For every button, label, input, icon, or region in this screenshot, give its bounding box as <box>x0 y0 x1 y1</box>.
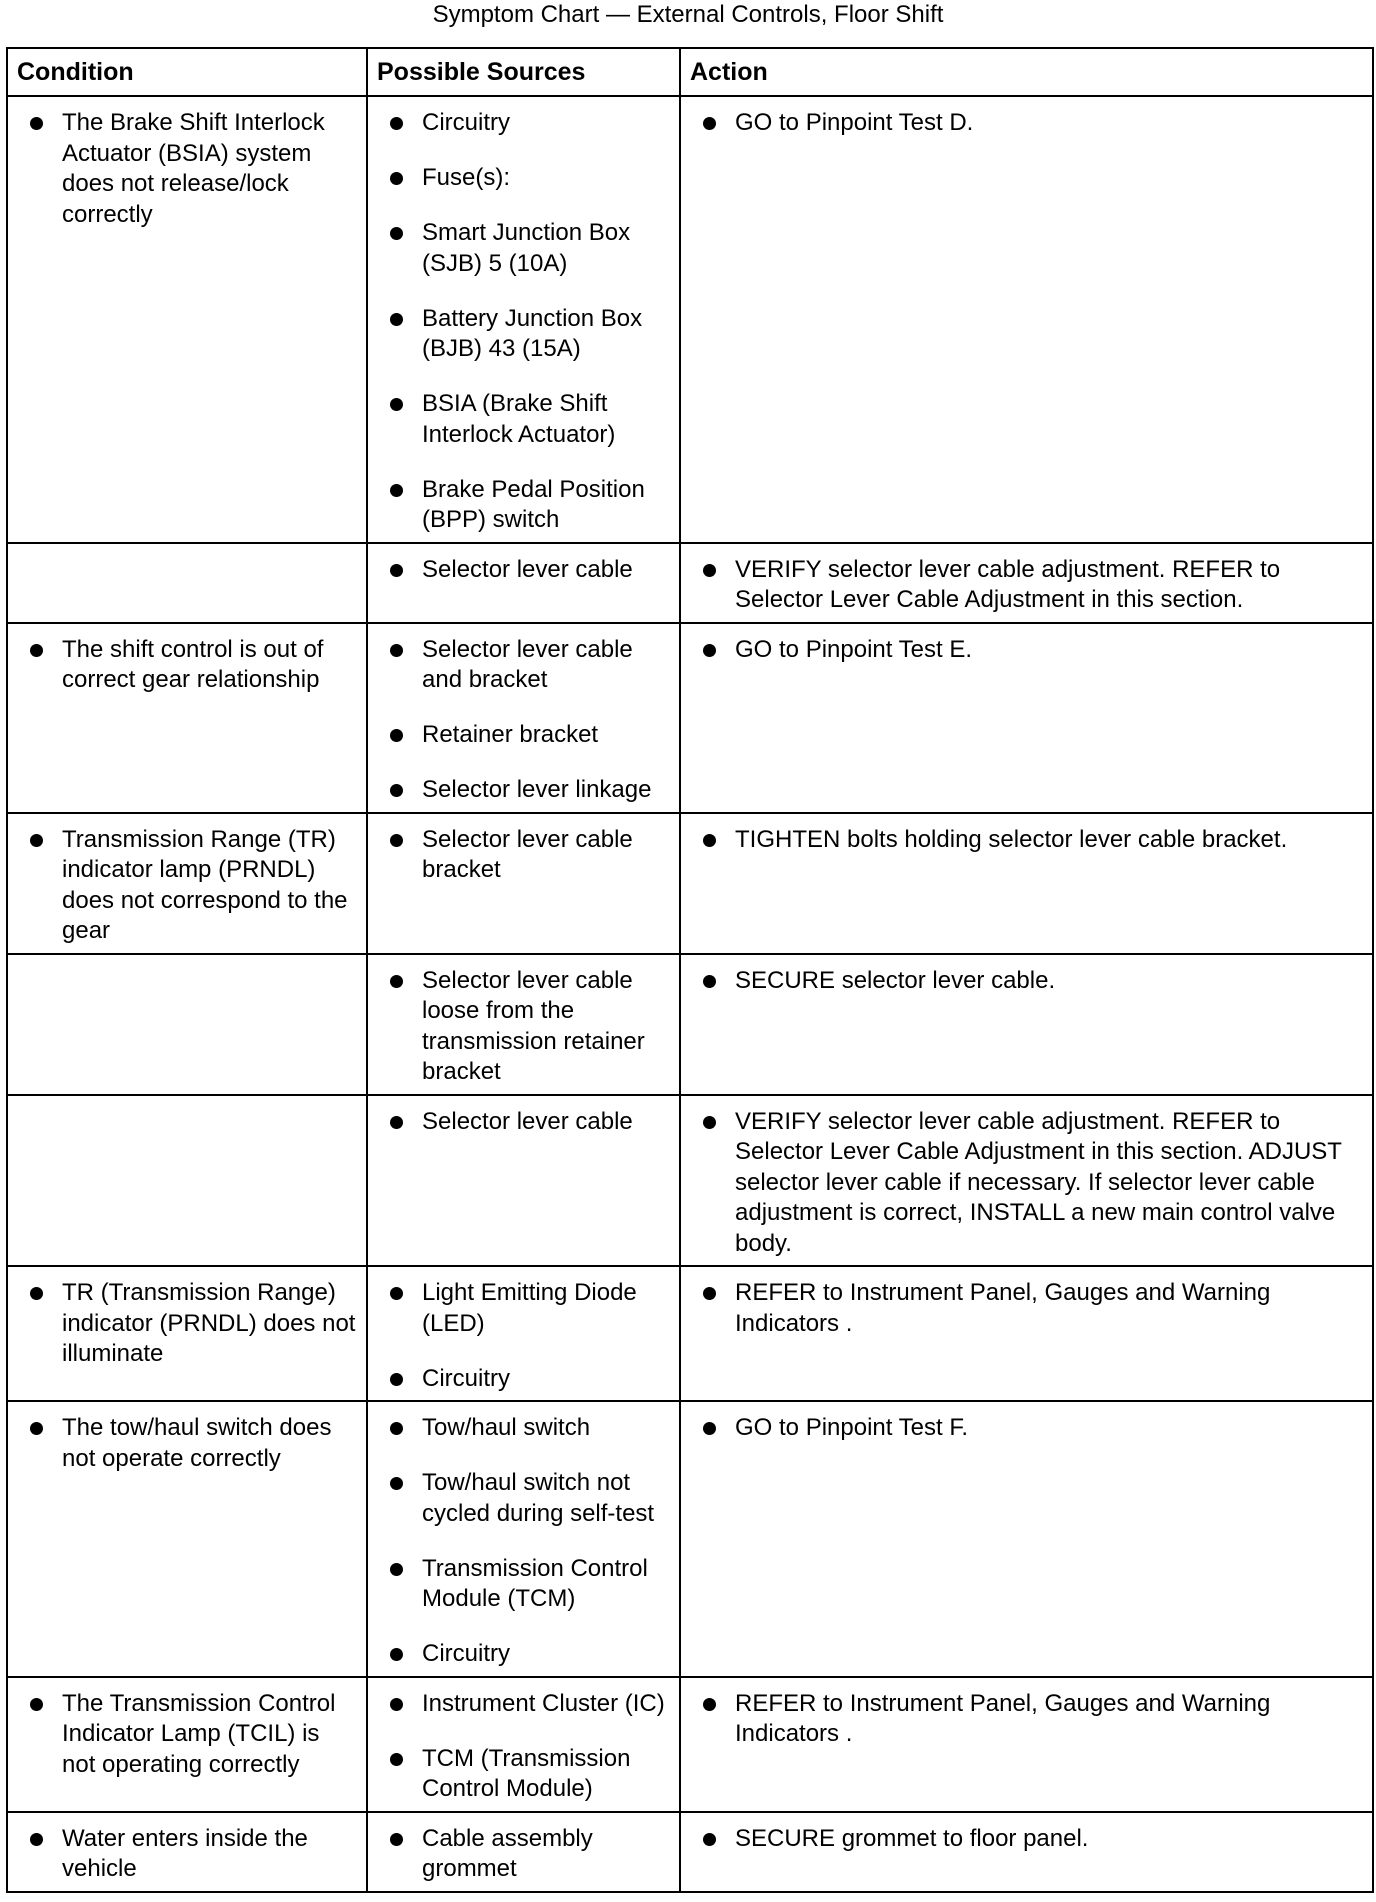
condition-cell <box>7 813 367 954</box>
condition-cell <box>7 1677 367 1812</box>
source-item: Smart Junction Box (SJB) 5 (10A) <box>380 218 671 279</box>
header-condition: Condition <box>7 48 367 96</box>
source-item: Fuse(s): <box>380 163 671 194</box>
source-item: BSIA (Brake Shift Interlock Actuator) <box>380 389 671 450</box>
table-row <box>7 96 1373 543</box>
possible-sources-cell <box>367 1677 680 1812</box>
source-item: Battery Junction Box (BJB) 43 (15A) <box>380 304 671 365</box>
source-item: Circuitry <box>380 1639 671 1670</box>
condition-text: The shift control is out of correct gear relationship <box>20 635 358 696</box>
table-row <box>7 1812 1373 1892</box>
condition-text: The tow/haul switch does not operate correctly <box>20 1413 358 1474</box>
action-cell <box>680 1266 1373 1401</box>
action-text: GO to Pinpoint Test E. <box>693 635 1364 666</box>
action-text: REFER to Instrument Panel, Gauges and Warning Indicators . <box>693 1689 1364 1750</box>
table-row <box>7 813 1373 954</box>
possible-sources-cell <box>367 954 680 1095</box>
source-item: Cable assembly grommet <box>380 1824 671 1885</box>
action-cell <box>680 1812 1373 1892</box>
possible-sources-cell <box>367 1266 680 1401</box>
condition-cell <box>7 1266 367 1401</box>
possible-sources-cell <box>367 1812 680 1892</box>
action-cell <box>680 96 1373 543</box>
source-item: Selector lever linkage <box>380 775 671 806</box>
table-body <box>7 96 1373 1892</box>
action-cell <box>680 813 1373 954</box>
possible-sources-cell <box>367 543 680 623</box>
possible-sources-cell <box>367 1095 680 1267</box>
action-text: REFER to Instrument Panel, Gauges and Warning Indicators . <box>693 1278 1364 1339</box>
possible-sources-cell <box>367 96 680 543</box>
symptom-table <box>6 47 1374 1893</box>
source-item: Selector lever cable <box>380 555 671 586</box>
action-cell <box>680 1401 1373 1677</box>
action-text: SECURE grommet to floor panel. <box>693 1824 1364 1855</box>
condition-cell <box>7 1401 367 1677</box>
condition-cell <box>7 543 367 623</box>
condition-text: The Transmission Control Indicator Lamp (TCIL) is not operating correctly <box>20 1689 358 1781</box>
table-row <box>7 543 1373 623</box>
source-item: Selector lever cable bracket <box>380 825 671 886</box>
possible-sources-cell <box>367 1401 680 1677</box>
action-cell <box>680 954 1373 1095</box>
action-text: GO to Pinpoint Test F. <box>693 1413 1364 1444</box>
table-row <box>7 623 1373 813</box>
action-text: TIGHTEN bolts holding selector lever cable bracket. <box>693 825 1364 856</box>
source-item: Brake Pedal Position (BPP) switch <box>380 475 671 536</box>
condition-text: The Brake Shift Interlock Actuator (BSIA) system does not release/lock correctly <box>20 108 358 230</box>
action-cell <box>680 1095 1373 1267</box>
source-item: Selector lever cable loose from the transmission retainer bracket <box>380 966 671 1088</box>
action-cell <box>680 543 1373 623</box>
table-row <box>7 1677 1373 1812</box>
table-header-row <box>7 48 1373 96</box>
source-item: Light Emitting Diode (LED) <box>380 1278 671 1339</box>
action-cell <box>680 1677 1373 1812</box>
condition-text: Water enters inside the vehicle <box>20 1824 358 1885</box>
source-item: Selector lever cable <box>380 1107 671 1138</box>
source-item: Circuitry <box>380 108 671 139</box>
possible-sources-cell <box>367 623 680 813</box>
condition-cell <box>7 1095 367 1267</box>
chart-title: Symptom Chart — External Controls, Floor Shift <box>432 1 944 28</box>
condition-cell <box>7 623 367 813</box>
action-text: GO to Pinpoint Test D. <box>693 108 1364 139</box>
source-item: Circuitry <box>380 1364 671 1395</box>
table-row <box>7 1095 1373 1267</box>
condition-cell <box>7 96 367 543</box>
condition-cell <box>7 1812 367 1892</box>
possible-sources-cell <box>367 813 680 954</box>
header-possible-sources: Possible Sources <box>367 48 680 96</box>
table-row <box>7 954 1373 1095</box>
table-row <box>7 1266 1373 1401</box>
table-row <box>7 1401 1373 1677</box>
condition-text: TR (Transmission Range) indicator (PRNDL) does not illuminate <box>20 1278 358 1370</box>
condition-cell <box>7 954 367 1095</box>
action-text: VERIFY selector lever cable adjustment. REFER to Selector Lever Cable Adjustment in this section. ADJUST selector lever cable if necessary. If selector lever cable adjustment is correct, INSTALL a new main control valve body. <box>693 1107 1364 1260</box>
source-item: Selector lever cable and bracket <box>380 635 671 696</box>
condition-text: Transmission Range (TR) indicator lamp (PRNDL) does not correspond to the gear <box>20 825 358 947</box>
source-item: Instrument Cluster (IC) <box>380 1689 671 1720</box>
header-action: Action <box>680 48 1373 96</box>
action-text: VERIFY selector lever cable adjustment. REFER to Selector Lever Cable Adjustment in this section. <box>693 555 1364 616</box>
source-item: Tow/haul switch not cycled during self-test <box>380 1468 671 1529</box>
source-item: Retainer bracket <box>380 720 671 751</box>
source-item: Tow/haul switch <box>380 1413 671 1444</box>
source-item: Transmission Control Module (TCM) <box>380 1554 671 1615</box>
action-text: SECURE selector lever cable. <box>693 966 1364 997</box>
source-item: TCM (Transmission Control Module) <box>380 1744 671 1805</box>
action-cell <box>680 623 1373 813</box>
